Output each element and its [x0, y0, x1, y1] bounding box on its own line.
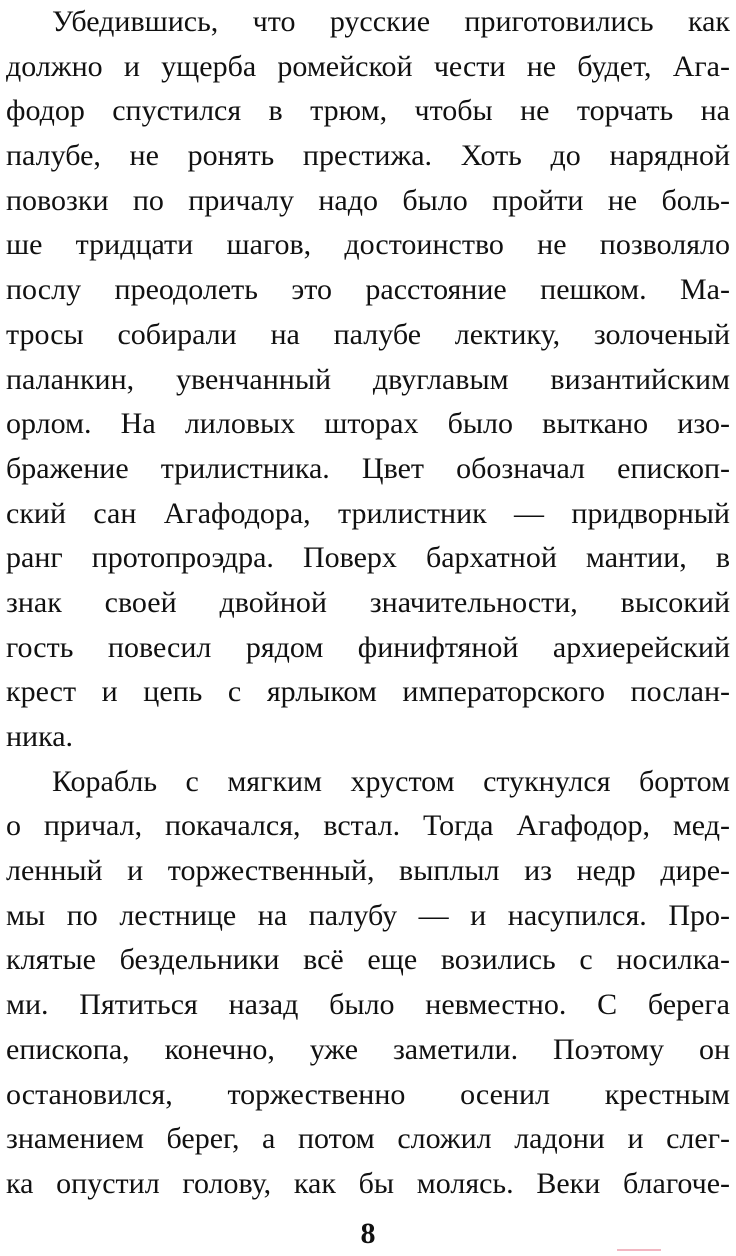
text-line: тросы собирали на палубе лектику, золоченый: [6, 317, 730, 351]
text-line: ский сан Агафодора, трилистник — придворный: [6, 496, 730, 530]
paragraph-2: [6, 760, 730, 1207]
text-line: паланкин, увенчанный двуглавым византийским: [6, 362, 730, 396]
text-line: бражение трилистника. Цвет обозначал епископ-: [6, 451, 730, 485]
text-line: о причал, покачался, встал. Тогда Агафодор, мед-: [6, 809, 730, 843]
text-line: Убедившись, что русские приготовились как: [52, 5, 730, 38]
text-line: клятые бездельники всё еще возились с носилка-: [6, 943, 730, 977]
text-line: ми. Пятиться назад было невместно. С берега: [6, 988, 730, 1022]
text-line: гость повесил рядом финифтяной архиерейский: [6, 630, 730, 664]
page-number: 8: [360, 1217, 376, 1250]
text-line: крест и цепь с ярлыком императорского послан-: [6, 675, 730, 709]
text-line: ше тридцати шагов, достоинство не позволяло: [6, 228, 730, 262]
text-line: послу преодолеть это расстояние пешком. Ма-: [6, 273, 730, 307]
text-line: повозки по причалу надо было пройти не боль-: [6, 183, 730, 217]
text-line: ка опустил голову, как бы молясь. Веки благоче-: [6, 1166, 730, 1200]
page-edge-mark: [617, 1249, 661, 1251]
text-line: ника.: [6, 720, 74, 753]
text-line: ранг протопроэдра. Поверх бархатной мантии, в: [6, 541, 730, 575]
text-line: ленный и торжественный, выплыл из недр дире-: [6, 854, 730, 888]
text-line: знамением берег, а потом сложил ладони и слег-: [6, 1122, 730, 1156]
text-line: мы по лестнице на палубу — и насупился. Про-: [6, 898, 730, 932]
text-line: знак своей двойной значительности, высокий: [6, 585, 730, 619]
text-line: фодор спустился в трюм, чтобы не торчать на: [6, 94, 730, 128]
text-line: Корабль с мягким хрустом стукнулся бортом: [52, 764, 730, 798]
text-line: орлом. На лиловых шторах было выткано изо-: [6, 407, 730, 441]
body-text: [6, 0, 730, 1207]
text-line: епископа, конечно, уже заметили. Поэтому он: [6, 1032, 730, 1066]
text-line: должно и ущерба ромейской чести не будет, Ага-: [6, 49, 730, 83]
text-line: остановился, торжественно осенил крестным: [6, 1077, 730, 1111]
text-line: палубе, не ронять престижа. Хоть до нарядной: [6, 139, 730, 173]
paragraph-1: [6, 0, 730, 760]
